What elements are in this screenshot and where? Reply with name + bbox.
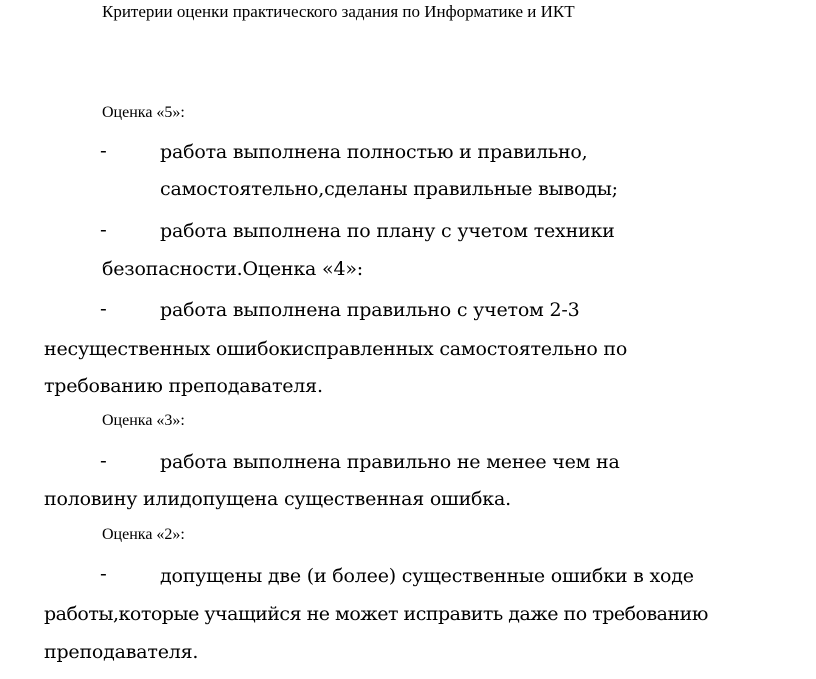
grade-5-item-1-line-2: самостоятельно,сделаны правильные выводы; (160, 178, 618, 200)
grade-5-heading: Оценка «5»: (102, 104, 185, 121)
grade-2-item-1-line-2: работы,которые учащийся не может исправить даже по требованию (44, 603, 708, 625)
list-bullet-dash: - (100, 217, 107, 241)
grade-2-heading: Оценка «2»: (102, 526, 185, 543)
grade-2-item-1-line-3: преподавателя. (44, 641, 199, 663)
list-bullet-dash: - (100, 138, 107, 162)
grade-5-item-1-line-1: работа выполнена полностью и правильно, (160, 141, 588, 163)
list-bullet-dash: - (100, 448, 107, 472)
grade-3-item-1-line-1: работа выполнена правильно не менее чем на (160, 451, 620, 473)
document-header: Критерии оценки практического задания по Информатике и ИКТ (102, 2, 575, 21)
list-bullet-dash: - (100, 296, 107, 320)
grade-2-item-1-line-1: допущены две (и более) существенные ошибки в ходе (160, 565, 694, 587)
grade-4-item-1-line-3: требованию преподавателя. (44, 375, 323, 397)
grade-3-heading: Оценка «3»: (102, 412, 185, 429)
list-bullet-dash: - (100, 561, 107, 585)
grade-4-item-1-line-1: работа выполнена правильно с учетом 2-3 (160, 299, 580, 321)
grade-5-item-2-line-2: безопасности.Оценка «4»: (102, 258, 363, 280)
grade-3-item-1-line-2: половину илидопущена существенная ошибка. (44, 488, 511, 510)
grade-4-item-1-line-2: несущественных ошибокисправленных самостоятельно по (44, 338, 628, 360)
grade-5-item-2-line-1: работа выполнена по плану с учетом техники (160, 220, 615, 242)
